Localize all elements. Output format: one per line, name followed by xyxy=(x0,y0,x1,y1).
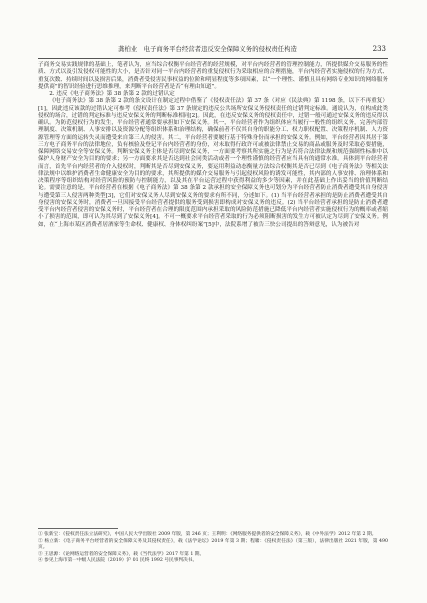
footnote: ① 张新宝：《侵权责任法立法研究》，中国人民大学出版社 2009 年版，第 246 页；王利明：《网络服务提供者的安全保障义务》，载《中外法学》2012 年第 2 期。 xyxy=(38,532,377,537)
footnote: ② 杨立新：《电子商务平台经营者的安全保障义务及其侵权责任》，载《法学论坛》2019 年第 3 期；程啸：《侵权责任法》（第三版），法律出版社 2021 年版，第 490 页。 xyxy=(38,538,388,551)
footnote: ③ 王思源：《论网络运营者的安全保障义务》，载《当代法学》2017 年第 1 期。 xyxy=(38,551,205,557)
footnote: ④ 参见上海市第一中级人民法院（2019）沪 01 民终 1992 号民事判决书。 xyxy=(38,558,198,564)
paragraph: 子商务交易实践规律的基础上，笔者认为，应当综合权衡平台经营者的经营规模，对平台内经营者的管理控制能力，所提供媒介交易服务的性质、方式以及引发侵权可能性的大小，是否针对同一平台内经营者的重复侵权行为采取相应的合理措施，平台内经营者实施侵权的行为方式、重复次数、持续时间以及损害后果，消费者受侵害民事权益的位阶和明显程度等多项因素，以“一个理性、谨慎且具有网络专业知识的网络服务提供商”的智识经验进行思维推理，来判断平台经营者是否“有理由知道”。 xyxy=(38,62,388,90)
footnotes xyxy=(38,532,388,565)
header-rule xyxy=(38,58,388,59)
main-text xyxy=(38,62,388,229)
running-title: 龚柏业 电子商务平台经营者违反安全保障义务的侵权责任构造 xyxy=(118,45,297,53)
page-number: 233 xyxy=(372,45,386,53)
footnote-rule xyxy=(38,528,118,529)
paragraph: 《电子商务法》第 38 条第 2 款的条文设计在制定过程中借鉴了《侵权责任法》第 37 条（对应《民法典》第 1198 条，以下不再重复）[1]，因此违反该款的过错认定可参考《侵权责任法》第 37 条规定的违反公共场所安保义务侵权责任的过错判定标准。通说认为，在构成此类侵权的场合，过错的判定标准与违反安保义务的判断标准相同[2]。因此，在违反安保义务的侵权责任中，过错一般可通过安保义务的违反得以确认。为防范侵权行为的发生，平台经营者通常要承担如下安保义务。其一，平台经营者作为组织体应当履行一般性的组织义务，完善内部管理制度、决策机制、人事安排以及资源分配等组织体系和治理结构，确保前者不仅其自身的职能分工、权力职权配置、决策程序机制、人力资源管理等方面的运转失灵而遭受来自第三人的侵害。其二，平台经营者要履行基于特殊身份而承担的安保义务。例如，平台经营者因其居于第三方电子商务平台的法律地位，负有核验及登记平台内经营者的身份，对未取得行政许可或被法律禁止交易的商品或服务及时采取必要措施，保障网络交易安全等安保义务。判断安保义务主体是否尽到安保义务，一方面要考察其所实施之行为是否符合法律法规和规范强制性标准中以保护人身财产安全为目的的要求；另一方面要求其是否达到社会同类活动或者一个理性谨慎的经营者应当具有的通常水准。具体到平台经营者而言，首先平台内经营者的介入侵权时，判断其是否尽到安保义务，要运用利益动态衡量方法综合权衡其是否已尽到《电子商务法》等相关法律法规中以维护消费者生命健康安全为目的的要求，其所提供的媒介交易服务与引起侵权风险的诱发可能性，其内部的人事安排、治理体系和决策程序等组织结构对经营风险的预防与控制能力，以及其在平台运营过程中获得利益的多少等因素，并在此基础上作出妥当的价值判断结论。需要注意的是，平台经营者在根据《电子商务法》第 38 条第 2 款承担的安全保障义务也可划分为平台经营者防止消费者遭受其自身侵害与遭受第三人侵害两种类型[3]，它们对安保义务人尽到安保义务的要求有所不同，分述如下。(1) 当平台经营者承担的是防止消费者遭受其自身侵害的安保义务时，消费者一旦因接受平台经营者提供的服务受到损害即构成对安保义务的违反。(2) 当平台经营者承担的是防止消费者遭受平台内经营者侵害的安保义务时，平台经营者在合理的限度范围内承担采取的风险防范措施已降低平台内经营者实施侵权行为的概率或者缩小了损害的范围，即可认为其尽到了安保义务[4]。不可一概要求平台经营者采取的行为必须阻断损害的发生方可被认定为尽到了安保义务。例如，在“上海市某区消费者居酒家等生命权、健康权、身体权纠纷案”[5]中，法院系增了被告三快公司提出的答辩意见，认为被告对 xyxy=(38,98,388,228)
running-header xyxy=(38,43,388,55)
section-heading: 2. 违反《电子商务法》第 38 条第 2 款的过错认定 xyxy=(49,91,175,97)
